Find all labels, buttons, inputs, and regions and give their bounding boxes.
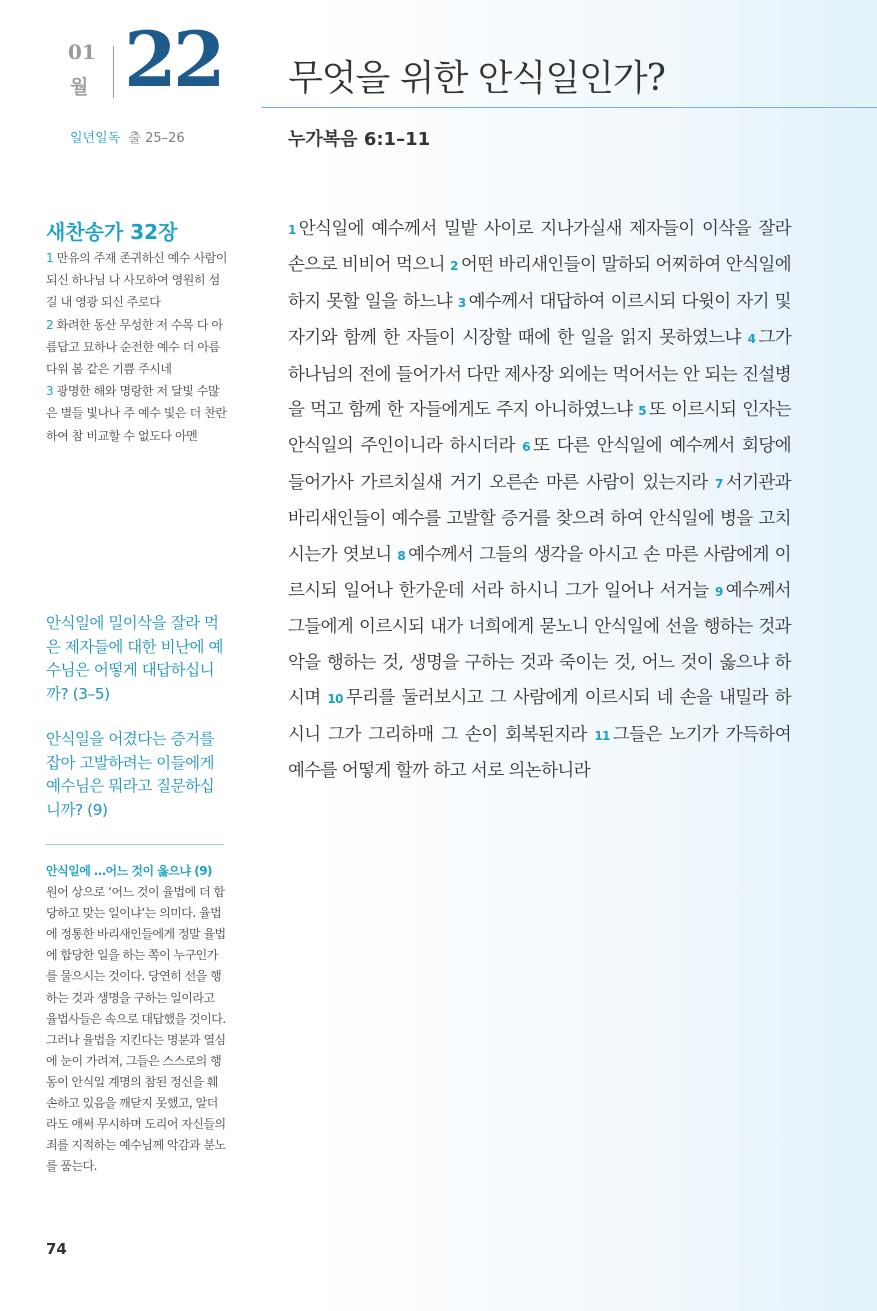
question-2: 안식일을 어겼다는 증거를 잡아 고발하려는 이들에게 예수님은 뭐라고 질문하십니까? (9) (46, 730, 215, 819)
verse-number: 5 (638, 404, 646, 419)
date-divider (113, 46, 114, 98)
commentary-text: 원어 상으로 ‘어느 것이 율법에 더 합당하고 맞는 일이냐’는 의미다. 율법에 정통한 바리새인들에게 정말 율법에 합당한 일을 하는 쪽이 누구인가를 물으시는 것이다. 당연히 선을 행하는 것과 생명을 구하는 일이라고 율법사들은 속으로 대답했을 것이다. 그러나 율법을 지킨다는 명분과 열심에 눈이 가려져, 그들은 스스로의 행동이 안식일 계명의 참된 정신을 훼손하고 있음을 깨닫지 못했고, 알더라도 애써 무시하며 도리어 자신들의 죄를 지적하는 예수님께 악감과 분노를 품는다. (46, 885, 226, 1174)
scripture-passage (288, 212, 791, 790)
verse-text: 어떤 바리새인들이 말하되 어찌하여 안식일에 하지 못할 일을 하느냐 (288, 255, 792, 312)
reading-plan-label: 일년일독 (70, 131, 121, 146)
passage-reference: 누가복음 6:1–11 (288, 129, 431, 150)
question-1: 안식일에 밀이삭을 잘라 먹은 제자들에 대한 비난에 예수님은 어떻게 대답하십니까? (3–5) (46, 614, 223, 703)
verse-number: 4 (747, 332, 756, 347)
verse-number: 7 (715, 476, 723, 491)
month-label: 월 (70, 76, 89, 98)
reading-plan (70, 127, 185, 146)
hymn-verse (46, 380, 228, 447)
verse-text: 그들은 노기가 가득하여 예수를 어떻게 할까 하고 서로 의논하니라 (288, 724, 791, 782)
hymn-verse-text: 만유의 주재 존귀하신 예수 사람이 되신 하나님 나 사모하여 영원히 섬길 내 영광 되신 주로다 (46, 251, 228, 310)
hymn-verse (46, 247, 228, 314)
verse-text: 또 다른 안식일에 예수께서 회당에 들어가사 가르치실새 거기 오른손 마른 사람이 있는지라 (288, 436, 792, 493)
verse-number: 1 (288, 223, 296, 237)
verse-text: 예수께서 대답하여 이르시되 다윗이 자기 및 자기와 함께 한 자들이 시장할 때에 한 일을 읽지 못하였느냐 (288, 291, 791, 349)
page-number: 74 (46, 1240, 67, 1258)
verse-number: 8 (397, 548, 406, 563)
hymn-verse-text: 광명한 해와 명랑한 저 달빛 수많은 별들 빛나나 주 예수 빛은 더 찬란하여 참 비교할 수 없도다 아멘 (46, 384, 227, 443)
title-rule (262, 107, 877, 108)
verse-text: 예수께서 그들의 생각을 아시고 손 마른 사람에게 이르시되 일어나 한가운데 서라 하시니 그가 일어나 서거늘 (288, 544, 791, 602)
commentary-heading: 안식일에 …어느 것이 옳으냐 (9) (46, 864, 213, 878)
verse-number: 9 (715, 585, 723, 600)
verse-text: 무리를 둘러보시고 그 사람에게 이르시되 네 손을 내밀라 하시니 그가 그리하매 그 손이 회복된지라 (288, 688, 791, 745)
verse-number: 3 (457, 295, 466, 310)
hymn-lyrics (46, 247, 228, 447)
month-number: 01 (68, 40, 96, 64)
sidebar-divider (46, 844, 224, 845)
hymn-verse-text: 화려한 동산 무성한 저 수목 다 아름답고 묘하나 순전한 예수 더 아름다워 봄 같은 기쁨 주시네 (46, 317, 223, 377)
verse-number: 11 (594, 728, 610, 743)
day-number: 22 (124, 15, 222, 104)
hymn-verse-number: 3 (46, 384, 54, 399)
verse-text: 안식일에 예수께서 밀밭 사이로 지나가실새 제자들이 이삭을 잘라 손으로 비비어 먹으니 (288, 219, 791, 276)
hymn-verse (46, 314, 228, 381)
verse-number: 6 (522, 440, 531, 455)
hymn-title: 새찬송가 32장 (46, 220, 178, 244)
page-title: 무엇을 위한 안식일인가? (288, 58, 665, 99)
hymn-verse-number: 1 (46, 251, 54, 265)
verse-number: 10 (327, 692, 343, 707)
verse-text: 또 이르시되 인자는 안식일의 주인이니라 하시더라 (288, 400, 791, 457)
verse-text: 서기관과 바리새인들이 예수를 고발할 증거를 찾으려 하여 안식일에 병을 고치시는가 엿보니 (288, 472, 791, 565)
hymn-verse-number: 2 (46, 317, 54, 332)
verse-text: 예수께서 그들에게 이르시되 내가 너희에게 묻노니 안식일에 선을 행하는 것과 악을 행하는 것, 생명을 구하는 것과 죽이는 것, 어느 것이 옳으냐 하시며 (288, 581, 791, 709)
reading-plan-value: 출 25–26 (128, 131, 185, 146)
verse-text: 그가 하나님의 전에 들어가서 다만 제사장 외에는 먹어서는 안 되는 진설병을 먹고 함께 한 자들에게도 주지 아니하였느냐 (288, 328, 792, 421)
commentary-note (46, 861, 226, 1177)
verse-number: 2 (450, 259, 458, 274)
